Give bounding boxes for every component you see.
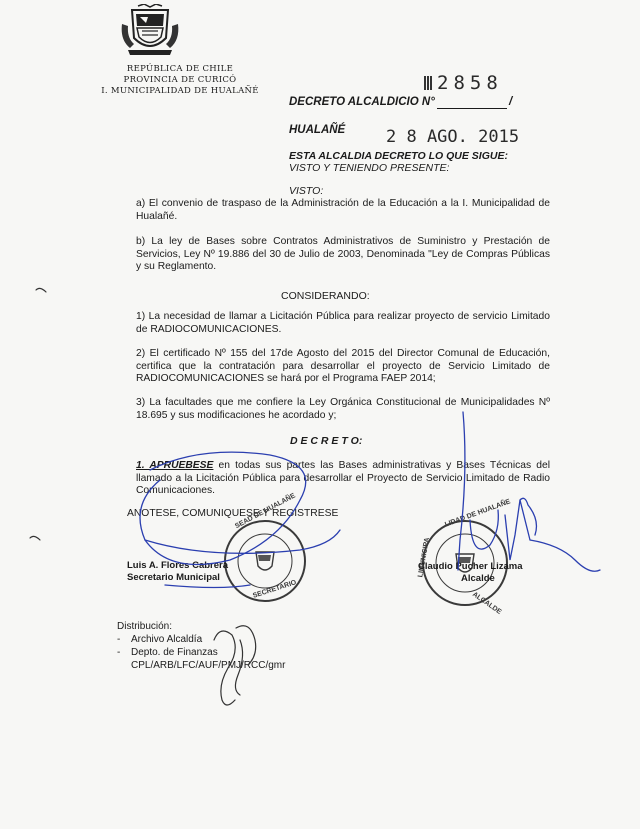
secretary-seal-bottom-text: SECRETARIO: [252, 579, 298, 600]
distribution-initials: CPL/ARB/LFC/AUF/PMJ/RCC/gmr: [131, 660, 286, 671]
heading-alcaldia: ESTA ALCALDIA DECRETO LO QUE SIGUE:: [289, 150, 508, 162]
considerando-1: 1) La necesidad de llamar a Licitación Pública para realizar proyecto de servicio Limitado de RADIOCOMUNICACIONES.: [136, 311, 550, 335]
mayor-seal-left-text: LIMUNICIPA: [417, 537, 432, 578]
visto-label: VISTO:: [289, 185, 324, 197]
date-stamp: 2 8 AGO. 2015: [386, 127, 520, 147]
decreto-label: D E C R E T O:: [290, 435, 363, 447]
distribution-item: - Depto. de Finanzas: [117, 647, 218, 658]
decreto-body: en todas sus partes las Bases administrativas y Bases Técnicas del llamado a la Licitación Pública para desarrollar el Proyecto de Servicio Limitado de Radio Comunicaciones.: [136, 460, 550, 497]
visto-a: a) El convenio de traspaso de la Administración de la Educación a la I. Municipalidad de Hualañé.: [136, 198, 550, 222]
considerando-2: 2) El certificado Nº 155 del 17de Agosto del 2015 del Director Comunal de Educación, certifica que la contratación para desarrollar el proyecto de Servicio Limitado de RADIOCOMUNICACIONES se hará por el Programa FAEP 2014;: [136, 348, 550, 385]
header-municipality: I. MUNICIPALIDAD DE HUALAÑÉ: [101, 86, 259, 96]
mayor-title: Alcalde: [461, 573, 495, 584]
considerando-label: CONSIDERANDO:: [281, 290, 370, 302]
decree-place: HUALAÑÉ: [289, 124, 346, 136]
mayor-name: Claudio Pucher Lizama: [418, 561, 523, 572]
dash-bullet-icon: -: [117, 647, 121, 658]
mayor-seal-bottom-text: ALCALDE: [471, 591, 503, 616]
dash-bullet-icon: -: [117, 634, 121, 645]
header-province: PROVINCIA DE CURICÓ: [123, 75, 237, 85]
distribution-label: Distribución:: [117, 621, 173, 632]
closing-formula: ANOTESE, COMUNIQUESE Y REGISTRESE: [127, 508, 339, 519]
decree-number-stamp: 2858: [424, 72, 503, 94]
secretary-name: Luis A. Flores Cabrera: [127, 560, 229, 571]
distribution-item: - Archivo Alcaldía: [117, 634, 203, 645]
decreto-lead: 1. APRUEBESE: [136, 460, 214, 471]
decree-title: DECRETO ALCALDICIO N°: [289, 96, 435, 108]
visto-b: b) La ley de Bases sobre Contratos Administrativos de Suministro y Prestación de Servicios, Ley Nº 19.886 del 30 de Julio de 2003, Denominada "Ley de Compras Públicas y su Reglamento.: [136, 236, 550, 273]
secretary-title: Secretario Municipal: [127, 572, 220, 583]
mayor-seal-top-text: LIDAD DE HUALAÑE: [444, 498, 512, 529]
secretary-seal-top-text: SEAD DE HUALAÑE: [234, 492, 297, 531]
considerando-3: 3) La facultades que me confiere la Ley Orgánica Constitucional de Municipalidades Nº 18.695 y sus modificaciones he acordado y;: [136, 397, 550, 421]
heading-visto-teniendo: VISTO Y TENIENDO PRESENTE:: [289, 162, 450, 174]
decree-slash: /: [509, 96, 513, 108]
header-republic: REPÚBLICA DE CHILE: [126, 64, 234, 74]
